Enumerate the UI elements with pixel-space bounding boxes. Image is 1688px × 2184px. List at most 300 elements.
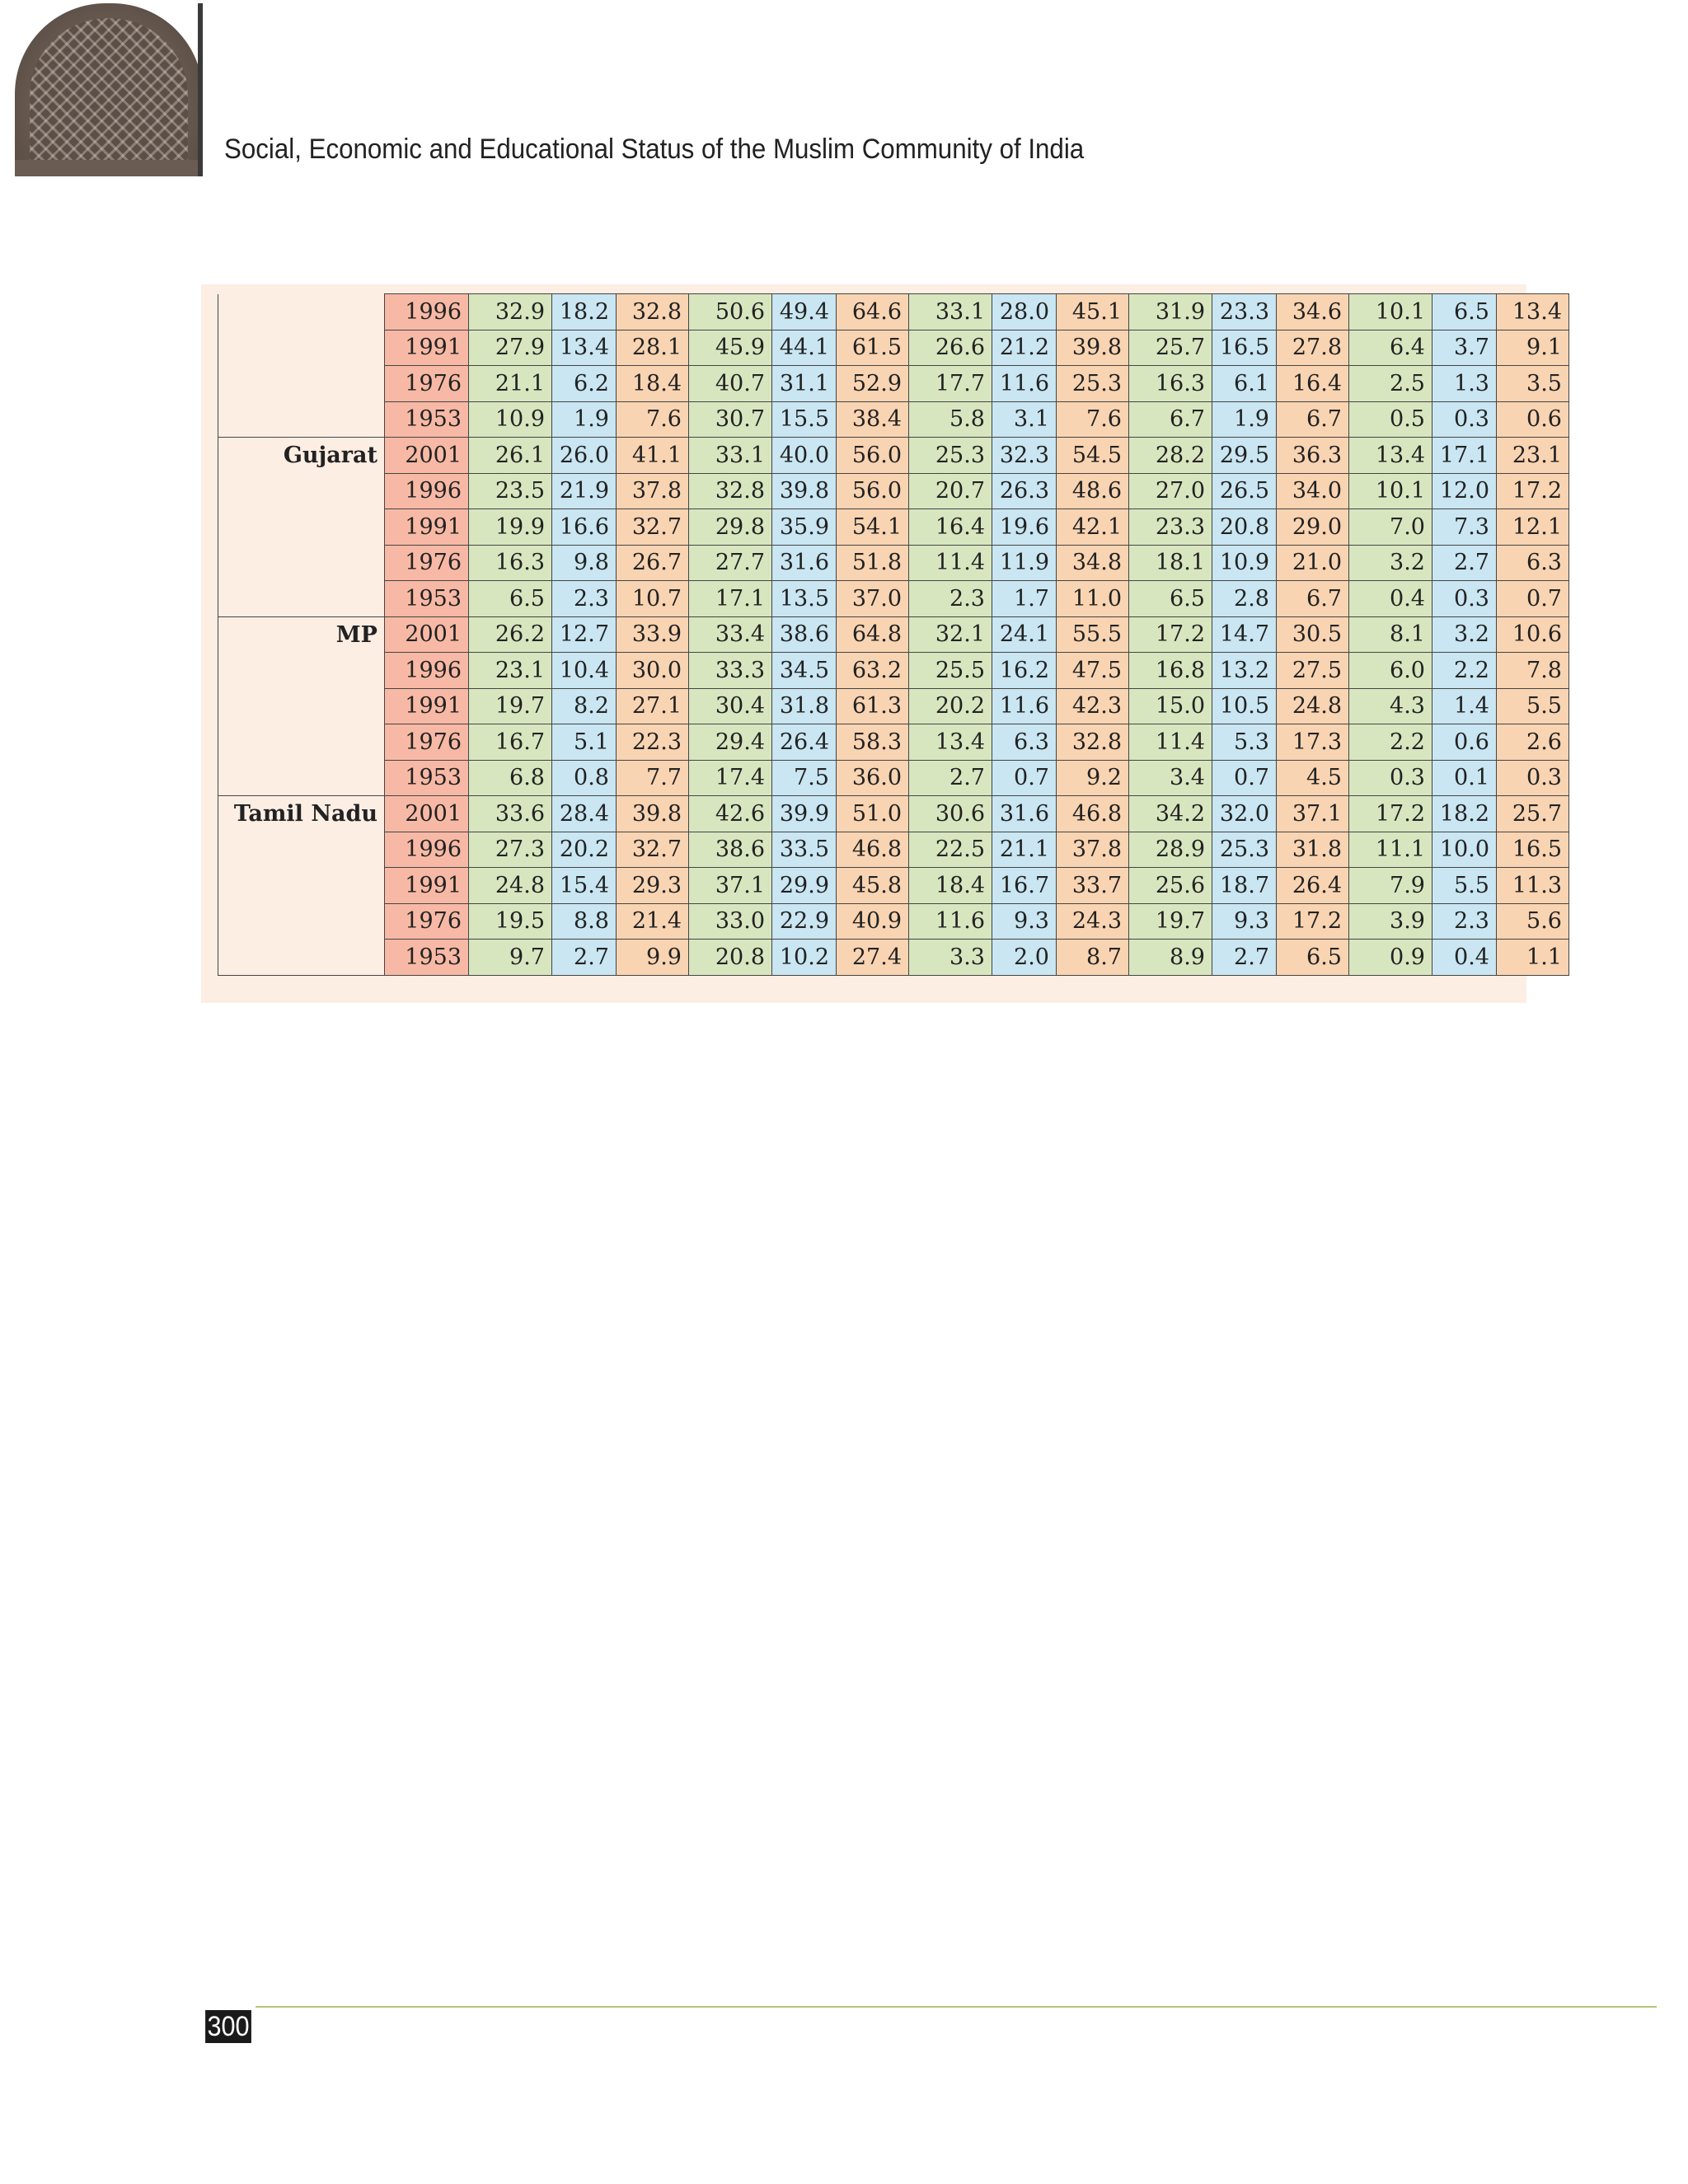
- value-cell: 5.5: [1497, 688, 1569, 724]
- table-row: [218, 401, 1569, 438]
- value-cell: 23.1: [469, 653, 552, 689]
- value-cell: 33.4: [689, 616, 772, 653]
- value-cell: 42.6: [689, 796, 772, 832]
- value-cell: 33.6: [469, 796, 552, 832]
- value-cell: 11.4: [1129, 724, 1212, 761]
- value-cell: 2.0: [992, 940, 1057, 976]
- value-cell: 25.6: [1129, 868, 1212, 904]
- value-cell: 2.2: [1349, 724, 1432, 761]
- table-row: [218, 653, 1569, 689]
- year-cell: 1996: [385, 294, 469, 330]
- value-cell: 24.8: [1277, 688, 1349, 724]
- table-row: [218, 796, 1569, 832]
- value-cell: 18.4: [617, 366, 689, 402]
- value-cell: 6.5: [1129, 581, 1212, 617]
- value-cell: 1.3: [1432, 366, 1497, 402]
- value-cell: 45.8: [837, 868, 909, 904]
- value-cell: 11.6: [992, 366, 1057, 402]
- value-cell: 2.3: [909, 581, 992, 617]
- value-cell: 13.4: [909, 724, 992, 761]
- value-cell: 61.3: [837, 688, 909, 724]
- value-cell: 1.4: [1432, 688, 1497, 724]
- value-cell: 27.1: [617, 688, 689, 724]
- value-cell: 13.4: [552, 330, 617, 366]
- value-cell: 0.1: [1432, 760, 1497, 796]
- table-row: [218, 294, 1569, 330]
- value-cell: 41.1: [617, 438, 689, 474]
- value-cell: 0.4: [1432, 940, 1497, 976]
- value-cell: 2.7: [1432, 545, 1497, 581]
- value-cell: 16.5: [1497, 832, 1569, 868]
- value-cell: 1.1: [1497, 940, 1569, 976]
- state-label: [218, 688, 385, 724]
- value-cell: 5.1: [552, 724, 617, 761]
- value-cell: 6.4: [1349, 330, 1432, 366]
- value-cell: 10.4: [552, 653, 617, 689]
- value-cell: 0.5: [1349, 401, 1432, 438]
- value-cell: 10.5: [1212, 688, 1277, 724]
- value-cell: 20.8: [1212, 509, 1277, 546]
- value-cell: 12.0: [1432, 473, 1497, 509]
- value-cell: 20.7: [909, 473, 992, 509]
- value-cell: 40.0: [772, 438, 837, 474]
- value-cell: 29.3: [617, 868, 689, 904]
- data-table: [218, 293, 1569, 976]
- value-cell: 21.0: [1277, 545, 1349, 581]
- year-cell: 1953: [385, 940, 469, 976]
- value-cell: 26.4: [772, 724, 837, 761]
- value-cell: 6.8: [469, 760, 552, 796]
- value-cell: 0.4: [1349, 581, 1432, 617]
- value-cell: 55.5: [1057, 616, 1129, 653]
- value-cell: 15.5: [772, 401, 837, 438]
- value-cell: 38.6: [689, 832, 772, 868]
- value-cell: 33.1: [909, 294, 992, 330]
- value-cell: 7.6: [1057, 401, 1129, 438]
- value-cell: 5.3: [1212, 724, 1277, 761]
- value-cell: 13.4: [1497, 294, 1569, 330]
- value-cell: 19.9: [469, 509, 552, 546]
- value-cell: 49.4: [772, 294, 837, 330]
- value-cell: 11.0: [1057, 581, 1129, 617]
- value-cell: 58.3: [837, 724, 909, 761]
- value-cell: 39.8: [772, 473, 837, 509]
- value-cell: 17.3: [1277, 724, 1349, 761]
- value-cell: 26.3: [992, 473, 1057, 509]
- value-cell: 13.2: [1212, 653, 1277, 689]
- value-cell: 24.3: [1057, 903, 1129, 940]
- value-cell: 46.8: [837, 832, 909, 868]
- value-cell: 7.6: [617, 401, 689, 438]
- table-row: [218, 438, 1569, 474]
- value-cell: 6.0: [1349, 653, 1432, 689]
- state-label: [218, 940, 385, 976]
- value-cell: 40.9: [837, 903, 909, 940]
- value-cell: 8.9: [1129, 940, 1212, 976]
- value-cell: 18.2: [552, 294, 617, 330]
- value-cell: 34.5: [772, 653, 837, 689]
- state-label: [218, 401, 385, 438]
- value-cell: 32.7: [617, 509, 689, 546]
- value-cell: 32.8: [617, 294, 689, 330]
- value-cell: 30.0: [617, 653, 689, 689]
- value-cell: 56.0: [837, 473, 909, 509]
- value-cell: 23.3: [1129, 509, 1212, 546]
- value-cell: 3.9: [1349, 903, 1432, 940]
- value-cell: 9.2: [1057, 760, 1129, 796]
- value-cell: 29.8: [689, 509, 772, 546]
- year-cell: 1976: [385, 366, 469, 402]
- value-cell: 21.1: [469, 366, 552, 402]
- value-cell: 39.9: [772, 796, 837, 832]
- value-cell: 40.7: [689, 366, 772, 402]
- value-cell: 12.1: [1497, 509, 1569, 546]
- value-cell: 0.6: [1497, 401, 1569, 438]
- value-cell: 16.7: [992, 868, 1057, 904]
- year-cell: 2001: [385, 438, 469, 474]
- state-label: [218, 724, 385, 761]
- value-cell: 47.5: [1057, 653, 1129, 689]
- value-cell: 23.1: [1497, 438, 1569, 474]
- value-cell: 20.2: [909, 688, 992, 724]
- value-cell: 26.7: [617, 545, 689, 581]
- value-cell: 33.0: [689, 903, 772, 940]
- value-cell: 51.8: [837, 545, 909, 581]
- table-row: [218, 903, 1569, 940]
- value-cell: 17.2: [1277, 903, 1349, 940]
- state-label: [218, 330, 385, 366]
- value-cell: 10.6: [1497, 616, 1569, 653]
- state-label: [218, 903, 385, 940]
- value-cell: 18.4: [909, 868, 992, 904]
- year-cell: 1996: [385, 473, 469, 509]
- value-cell: 38.4: [837, 401, 909, 438]
- value-cell: 10.2: [772, 940, 837, 976]
- value-cell: 45.9: [689, 330, 772, 366]
- value-cell: 22.5: [909, 832, 992, 868]
- value-cell: 28.4: [552, 796, 617, 832]
- year-cell: 1953: [385, 401, 469, 438]
- state-label: [218, 366, 385, 402]
- year-cell: 1953: [385, 760, 469, 796]
- value-cell: 16.4: [909, 509, 992, 546]
- value-cell: 10.0: [1432, 832, 1497, 868]
- value-cell: 19.5: [469, 903, 552, 940]
- value-cell: 19.7: [1129, 903, 1212, 940]
- value-cell: 14.7: [1212, 616, 1277, 653]
- value-cell: 33.5: [772, 832, 837, 868]
- value-cell: 9.8: [552, 545, 617, 581]
- state-label: [218, 653, 385, 689]
- value-cell: 6.2: [552, 366, 617, 402]
- table-row: [218, 724, 1569, 761]
- value-cell: 8.1: [1349, 616, 1432, 653]
- page-title: Social, Economic and Educational Status of the Muslim Community of India: [224, 134, 1085, 165]
- value-cell: 42.1: [1057, 509, 1129, 546]
- value-cell: 15.0: [1129, 688, 1212, 724]
- value-cell: 9.1: [1497, 330, 1569, 366]
- value-cell: 39.8: [617, 796, 689, 832]
- value-cell: 10.7: [617, 581, 689, 617]
- value-cell: 17.1: [1432, 438, 1497, 474]
- value-cell: 54.1: [837, 509, 909, 546]
- value-cell: 32.1: [909, 616, 992, 653]
- value-cell: 32.3: [992, 438, 1057, 474]
- state-label: [218, 832, 385, 868]
- value-cell: 30.5: [1277, 616, 1349, 653]
- value-cell: 6.7: [1277, 581, 1349, 617]
- header-divider: [198, 3, 203, 176]
- value-cell: 17.2: [1497, 473, 1569, 509]
- value-cell: 37.1: [1277, 796, 1349, 832]
- value-cell: 32.8: [689, 473, 772, 509]
- value-cell: 7.0: [1349, 509, 1432, 546]
- value-cell: 25.7: [1129, 330, 1212, 366]
- year-cell: 1991: [385, 688, 469, 724]
- value-cell: 34.6: [1277, 294, 1349, 330]
- value-cell: 0.7: [992, 760, 1057, 796]
- state-label: [218, 868, 385, 904]
- value-cell: 21.4: [617, 903, 689, 940]
- value-cell: 6.5: [1432, 294, 1497, 330]
- value-cell: 3.7: [1432, 330, 1497, 366]
- value-cell: 16.3: [1129, 366, 1212, 402]
- year-cell: 1976: [385, 903, 469, 940]
- value-cell: 13.5: [772, 581, 837, 617]
- value-cell: 8.7: [1057, 940, 1129, 976]
- table-row: [218, 760, 1569, 796]
- value-cell: 16.2: [992, 653, 1057, 689]
- value-cell: 33.1: [689, 438, 772, 474]
- value-cell: 28.1: [617, 330, 689, 366]
- value-cell: 4.3: [1349, 688, 1432, 724]
- value-cell: 11.4: [909, 545, 992, 581]
- value-cell: 34.2: [1129, 796, 1212, 832]
- value-cell: 7.8: [1497, 653, 1569, 689]
- state-label: Gujarat: [218, 438, 385, 474]
- value-cell: 23.3: [1212, 294, 1277, 330]
- value-cell: 23.5: [469, 473, 552, 509]
- year-cell: 1996: [385, 832, 469, 868]
- value-cell: 50.6: [689, 294, 772, 330]
- value-cell: 2.3: [1432, 903, 1497, 940]
- value-cell: 2.7: [909, 760, 992, 796]
- value-cell: 61.5: [837, 330, 909, 366]
- value-cell: 11.1: [1349, 832, 1432, 868]
- value-cell: 36.3: [1277, 438, 1349, 474]
- value-cell: 6.5: [1277, 940, 1349, 976]
- value-cell: 11.3: [1497, 868, 1569, 904]
- value-cell: 2.8: [1212, 581, 1277, 617]
- value-cell: 37.8: [1057, 832, 1129, 868]
- value-cell: 29.0: [1277, 509, 1349, 546]
- value-cell: 9.3: [1212, 903, 1277, 940]
- value-cell: 31.6: [992, 796, 1057, 832]
- value-cell: 16.6: [552, 509, 617, 546]
- value-cell: 51.0: [837, 796, 909, 832]
- value-cell: 9.3: [992, 903, 1057, 940]
- value-cell: 39.8: [1057, 330, 1129, 366]
- value-cell: 26.2: [469, 616, 552, 653]
- value-cell: 32.9: [469, 294, 552, 330]
- year-cell: 1976: [385, 724, 469, 761]
- value-cell: 6.1: [1212, 366, 1277, 402]
- value-cell: 11.6: [992, 688, 1057, 724]
- value-cell: 31.6: [772, 545, 837, 581]
- value-cell: 31.8: [772, 688, 837, 724]
- value-cell: 22.9: [772, 903, 837, 940]
- value-cell: 31.8: [1277, 832, 1349, 868]
- value-cell: 18.1: [1129, 545, 1212, 581]
- table-row: [218, 868, 1569, 904]
- value-cell: 7.5: [772, 760, 837, 796]
- value-cell: 24.8: [469, 868, 552, 904]
- value-cell: 17.1: [689, 581, 772, 617]
- value-cell: 2.7: [1212, 940, 1277, 976]
- year-cell: 1991: [385, 868, 469, 904]
- value-cell: 31.1: [772, 366, 837, 402]
- value-cell: 1.9: [552, 401, 617, 438]
- table-row: [218, 473, 1569, 509]
- value-cell: 16.7: [469, 724, 552, 761]
- value-cell: 28.9: [1129, 832, 1212, 868]
- value-cell: 21.2: [992, 330, 1057, 366]
- value-cell: 20.2: [552, 832, 617, 868]
- value-cell: 24.1: [992, 616, 1057, 653]
- value-cell: 56.0: [837, 438, 909, 474]
- value-cell: 16.5: [1212, 330, 1277, 366]
- value-cell: 10.9: [1212, 545, 1277, 581]
- value-cell: 25.7: [1497, 796, 1569, 832]
- state-label: [218, 294, 385, 330]
- value-cell: 29.5: [1212, 438, 1277, 474]
- value-cell: 16.8: [1129, 653, 1212, 689]
- value-cell: 10.1: [1349, 473, 1432, 509]
- value-cell: 27.5: [1277, 653, 1349, 689]
- value-cell: 7.3: [1432, 509, 1497, 546]
- value-cell: 30.7: [689, 401, 772, 438]
- value-cell: 0.3: [1432, 401, 1497, 438]
- value-cell: 46.8: [1057, 796, 1129, 832]
- value-cell: 33.3: [689, 653, 772, 689]
- value-cell: 17.4: [689, 760, 772, 796]
- value-cell: 0.7: [1212, 760, 1277, 796]
- value-cell: 10.9: [469, 401, 552, 438]
- value-cell: 0.3: [1349, 760, 1432, 796]
- value-cell: 9.7: [469, 940, 552, 976]
- table-row: [218, 581, 1569, 617]
- value-cell: 17.2: [1129, 616, 1212, 653]
- value-cell: 25.3: [1057, 366, 1129, 402]
- table-row: [218, 330, 1569, 366]
- value-cell: 0.7: [1497, 581, 1569, 617]
- state-label: [218, 545, 385, 581]
- value-cell: 36.0: [837, 760, 909, 796]
- value-cell: 16.4: [1277, 366, 1349, 402]
- year-cell: 1991: [385, 509, 469, 546]
- value-cell: 37.8: [617, 473, 689, 509]
- value-cell: 3.1: [992, 401, 1057, 438]
- value-cell: 11.9: [992, 545, 1057, 581]
- value-cell: 3.2: [1349, 545, 1432, 581]
- value-cell: 32.0: [1212, 796, 1277, 832]
- value-cell: 38.6: [772, 616, 837, 653]
- value-cell: 21.1: [992, 832, 1057, 868]
- value-cell: 4.5: [1277, 760, 1349, 796]
- value-cell: 64.6: [837, 294, 909, 330]
- value-cell: 3.4: [1129, 760, 1212, 796]
- table-row: [218, 545, 1569, 581]
- value-cell: 6.3: [1497, 545, 1569, 581]
- value-cell: 18.7: [1212, 868, 1277, 904]
- value-cell: 26.4: [1277, 868, 1349, 904]
- value-cell: 28.2: [1129, 438, 1212, 474]
- value-cell: 27.7: [689, 545, 772, 581]
- value-cell: 16.3: [469, 545, 552, 581]
- value-cell: 0.3: [1497, 760, 1569, 796]
- table-row: [218, 688, 1569, 724]
- value-cell: 2.5: [1349, 366, 1432, 402]
- value-cell: 3.3: [909, 940, 992, 976]
- value-cell: 7.7: [617, 760, 689, 796]
- year-cell: 1991: [385, 330, 469, 366]
- state-label: Tamil Nadu: [218, 796, 385, 832]
- header-lattice-image: [15, 3, 203, 176]
- state-label: [218, 509, 385, 546]
- value-cell: 42.3: [1057, 688, 1129, 724]
- year-cell: 2001: [385, 796, 469, 832]
- table-row: [218, 832, 1569, 868]
- value-cell: 9.9: [617, 940, 689, 976]
- value-cell: 33.9: [617, 616, 689, 653]
- value-cell: 2.6: [1497, 724, 1569, 761]
- value-cell: 32.7: [617, 832, 689, 868]
- value-cell: 15.4: [552, 868, 617, 904]
- value-cell: 17.2: [1349, 796, 1432, 832]
- footer-rule: [256, 2006, 1657, 2008]
- value-cell: 2.7: [552, 940, 617, 976]
- value-cell: 0.9: [1349, 940, 1432, 976]
- value-cell: 48.6: [1057, 473, 1129, 509]
- value-cell: 27.4: [837, 940, 909, 976]
- value-cell: 30.4: [689, 688, 772, 724]
- table-row: [218, 940, 1569, 976]
- value-cell: 27.8: [1277, 330, 1349, 366]
- table-row: [218, 616, 1569, 653]
- value-cell: 25.3: [909, 438, 992, 474]
- value-cell: 6.5: [469, 581, 552, 617]
- value-cell: 2.3: [552, 581, 617, 617]
- value-cell: 44.1: [772, 330, 837, 366]
- value-cell: 28.0: [992, 294, 1057, 330]
- state-label: [218, 760, 385, 796]
- value-cell: 30.6: [909, 796, 992, 832]
- state-label: [218, 473, 385, 509]
- value-cell: 64.8: [837, 616, 909, 653]
- value-cell: 33.7: [1057, 868, 1129, 904]
- value-cell: 27.3: [469, 832, 552, 868]
- year-cell: 1953: [385, 581, 469, 617]
- year-cell: 2001: [385, 616, 469, 653]
- value-cell: 2.2: [1432, 653, 1497, 689]
- value-cell: 17.7: [909, 366, 992, 402]
- value-cell: 18.2: [1432, 796, 1497, 832]
- value-cell: 19.7: [469, 688, 552, 724]
- value-cell: 8.8: [552, 903, 617, 940]
- value-cell: 3.5: [1497, 366, 1569, 402]
- value-cell: 10.1: [1349, 294, 1432, 330]
- value-cell: 35.9: [772, 509, 837, 546]
